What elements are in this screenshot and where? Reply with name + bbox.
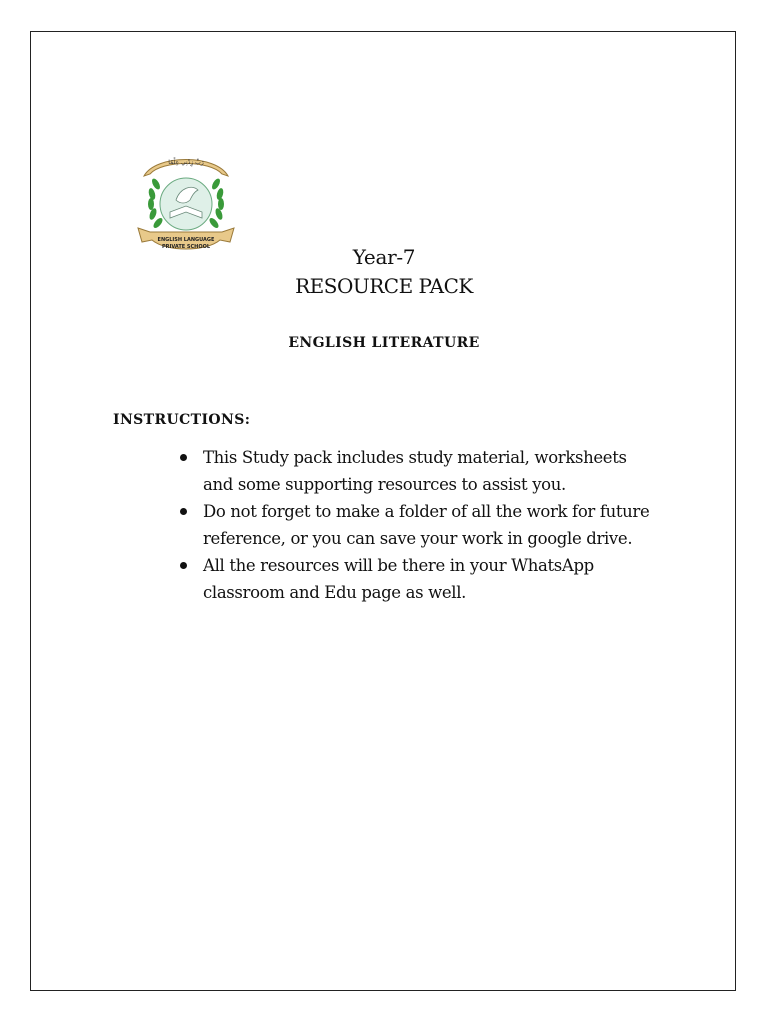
list-item xyxy=(178,552,658,606)
instruction-text: Do not forget to make a folder of all the work for future reference, or you can save your work in google drive. xyxy=(203,502,650,548)
svg-text:PRIVATE SCHOOL: PRIVATE SCHOOL xyxy=(161,244,211,250)
svg-text:رَبِّ زِدْنِي عِلْمًا: رَبِّ زِدْنِي عِلْمًا xyxy=(168,159,204,166)
bullet-icon xyxy=(180,454,187,461)
pack-title: RESOURCE PACK xyxy=(295,274,473,298)
bullet-icon xyxy=(180,562,187,569)
subject-heading: ENGLISH LITERATURE xyxy=(288,335,480,351)
instructions-heading: INSTRUCTIONS: xyxy=(113,412,251,428)
instruction-text: All the resources will be there in your WhatsApp classroom and Edu page as well. xyxy=(203,556,594,602)
list-item xyxy=(178,444,658,498)
bullet-icon xyxy=(180,508,187,515)
list-item xyxy=(178,498,658,552)
instructions-list xyxy=(178,444,658,606)
year-label: Year-7 xyxy=(352,245,416,269)
svg-text:ENGLISH LANGUAGE: ENGLISH LANGUAGE xyxy=(157,237,215,243)
instruction-text: This Study pack includes study material, worksheets and some supporting resources to assist you. xyxy=(203,448,627,494)
